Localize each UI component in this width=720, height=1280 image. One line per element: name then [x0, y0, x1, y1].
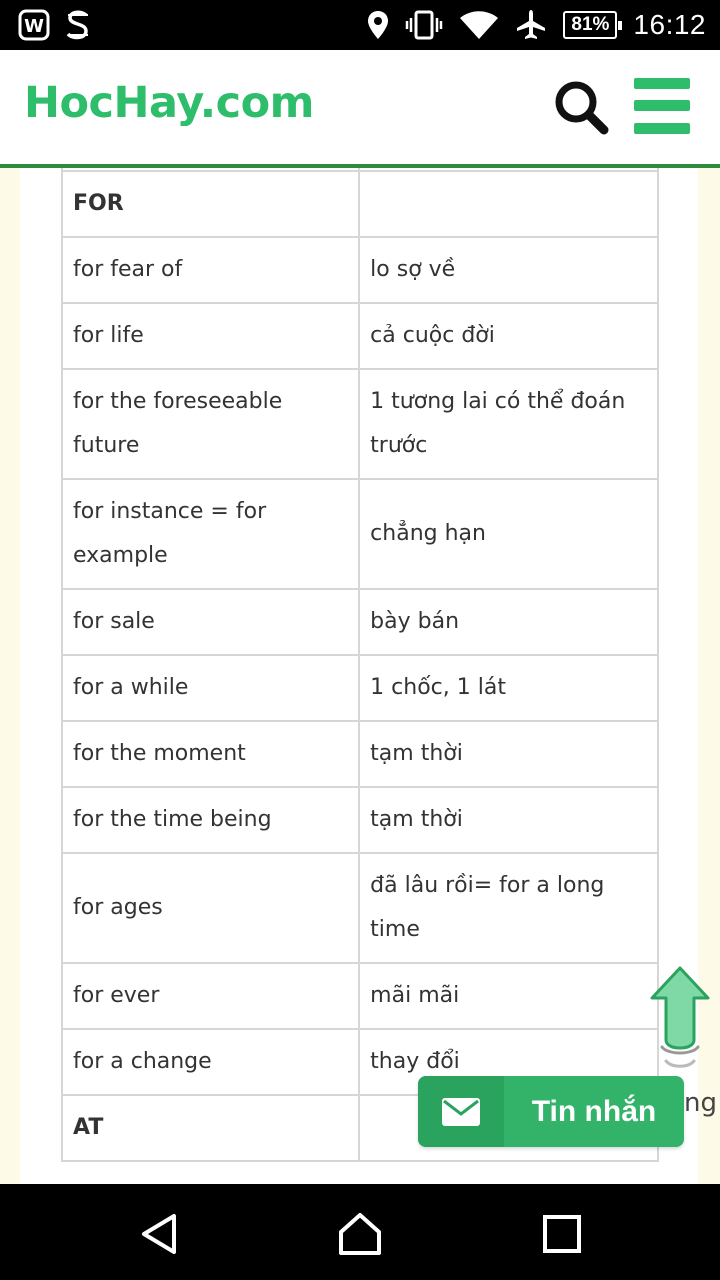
table-section-row [62, 171, 658, 237]
battery-indicator: 81% [563, 11, 617, 39]
chat-message-button[interactable] [418, 1076, 684, 1147]
vocab-table [61, 168, 659, 1162]
meaning-cell: mãi mãi [359, 963, 658, 1029]
back-icon[interactable] [138, 1212, 182, 1256]
overflow-text: ng [684, 1088, 717, 1118]
vibrate-icon [405, 10, 443, 40]
status-bar [0, 0, 720, 50]
table-row [62, 479, 658, 589]
table-row [62, 369, 658, 479]
scroll-to-top-button[interactable] [648, 965, 712, 1080]
w-app-icon [18, 9, 50, 41]
phrase-cell: for fear of [62, 237, 359, 303]
table-row [62, 721, 658, 787]
search-button[interactable] [552, 78, 612, 138]
phrase-cell: for sale [62, 589, 359, 655]
table-row [62, 787, 658, 853]
meaning-cell: bày bán [359, 589, 658, 655]
meaning-cell: thay đổi [359, 1029, 658, 1095]
recent-apps-icon[interactable] [540, 1212, 584, 1256]
phrase-cell: for the time being [62, 787, 359, 853]
hamburger-icon [634, 78, 690, 89]
site-header [0, 50, 720, 168]
location-icon [367, 10, 389, 40]
section-heading: FOR [62, 171, 359, 237]
table-row [62, 655, 658, 721]
wifi-icon [459, 10, 499, 40]
search-icon [552, 78, 612, 138]
chat-label: Tin nhắn [531, 1094, 657, 1128]
phrase-cell: for ages [62, 853, 359, 963]
site-logo[interactable]: HocHay.com [24, 78, 314, 128]
meaning-cell: 1 chốc, 1 lát [359, 655, 658, 721]
phrase-cell: for the foreseeable future [62, 369, 359, 479]
section-heading: AT [62, 1095, 359, 1161]
phrase-cell: for life [62, 303, 359, 369]
phrase-cell: for ever [62, 963, 359, 1029]
table-row [62, 303, 658, 369]
phrase-cell: for a while [62, 655, 359, 721]
phrase-cell: for a change [62, 1029, 359, 1095]
meaning-cell: lo sợ về [359, 237, 658, 303]
svg-text:W: W [24, 16, 44, 37]
meaning-cell: tạm thời [359, 721, 658, 787]
article-content [20, 168, 698, 1184]
table-row [62, 237, 658, 303]
table-row [62, 853, 658, 963]
s-app-icon [64, 9, 92, 41]
navigation-bar [0, 1184, 720, 1280]
envelope-icon [441, 1097, 481, 1127]
table-cell [359, 171, 658, 237]
phrase-cell: for the moment [62, 721, 359, 787]
menu-button[interactable] [634, 78, 690, 134]
meaning-cell: cả cuộc đời [359, 303, 658, 369]
table-row [62, 963, 658, 1029]
meaning-cell: chẳng hạn [359, 479, 658, 589]
home-icon[interactable] [338, 1212, 382, 1256]
table-row [62, 589, 658, 655]
phrase-cell: for instance = for example [62, 479, 359, 589]
clock: 16:12 [633, 9, 706, 40]
meaning-cell: tạm thời [359, 787, 658, 853]
airplane-icon [515, 9, 547, 41]
up-arrow-icon [648, 965, 712, 1080]
meaning-cell: đã lâu rồi= for a long time [359, 853, 658, 963]
meaning-cell: 1 tương lai có thể đoán trước [359, 369, 658, 479]
chat-icon-box [418, 1076, 504, 1147]
